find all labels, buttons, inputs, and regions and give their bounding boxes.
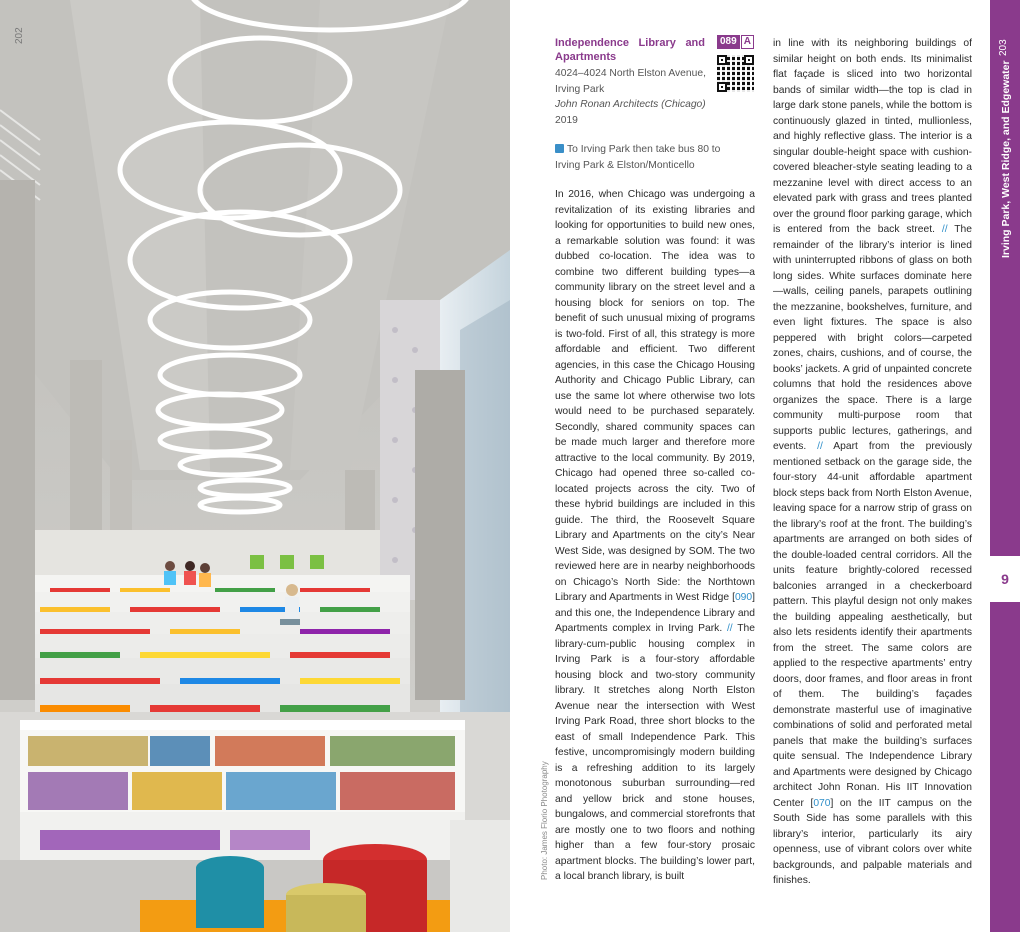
body-text-part-1 bbox=[555, 187, 755, 885]
paragraph-5a: Apart from the previously mentioned setback on the garage side, the four-story 44-unit affordable apartment block steps back from North Elston Avenue, leaving space for a narrow strip of grass on the library’s roof at the front. The building’s apartments are arranged on both sides of the double-loaded central corridors. All the units feature brightly-colored recessed balconies arranged in a checkerboard pattern. This playful design not only makes the building appealing aesthetically, but also lets residents identify their apartments from the street. The same colors are applied to the respective apartments’ entry doors, door frames, and floor areas in front of them. The building’s façades demonstrate masterful use of imaginative combinations of solid and perforated metal panels that make the building’s surfaces quite sensual. The Independence Library and Apartments were designed by Chicago architect John Ronan. His IIT Innovation Center [ bbox=[773, 441, 972, 809]
entry-id-number: 089 bbox=[717, 35, 740, 49]
paragraph-2: The library-cum-public housing complex in Irving Park is a four-story affordable housing block and two-story community library. It stretches along North Elston Avenue near the intersection with West Irving Park Road, three short blocks to the east of small Independence Park. This festive, uncompromisingly modern building is a refreshing addition to its largely monotonous suburban surrounding—red and yellow brick and stone houses, bungalows, and commercial storefronts that are mostly one to two floors and nothing higher than a few four-story prosaic apartment blocks. The building’s lower part, a local branch library, is built bbox=[555, 623, 755, 882]
transit-line-1: To Irving Park then take bus 80 to bbox=[567, 144, 721, 155]
paragraph-3: in line with its neighboring buildings of similar height on both ends. Its minimalist flat façade is sliced into two horizontal bands of similar width—the top is clad in large dark stone panels, while the bottom is continuously glazed in tinted, mullionless, and highly reflective glass. The interior is a singular double-height space with cushion-covered bleacher-style seating leading to a mezzanine level with direct access to an elevated park with grass and trees planted over the ground floor parking garage, which is entered from the back street. bbox=[773, 38, 972, 235]
section-separator: // bbox=[941, 224, 948, 235]
architect-line: John Ronan Architects (Chicago) bbox=[555, 99, 706, 110]
cross-reference-link[interactable]: 090 bbox=[734, 592, 753, 603]
transit-line-2: Irving Park & Elston/Monticello bbox=[555, 159, 695, 171]
entry-id-letter: A bbox=[741, 35, 754, 49]
cross-reference-link[interactable]: 070 bbox=[813, 797, 831, 809]
text-column-2 bbox=[773, 36, 972, 889]
neighborhood-line: Irving Park bbox=[555, 83, 605, 95]
entry-meta bbox=[555, 66, 755, 128]
photo-credit: Photo: James Florio Photography bbox=[540, 761, 549, 880]
chapter-label: Irving Park, West Ridge, and Edgewater bbox=[1000, 60, 1012, 258]
section-separator: // bbox=[726, 623, 733, 634]
text-column-1 bbox=[555, 36, 755, 885]
paragraph-1a: In 2016, when Chicago was undergoing a revitalization of its existing libraries and looking for opportunities to build new ones, a remarkable solution was found: it was dubbed co-location. The idea was to combine two different building types—a community library on the street level and a housing block for seniors on top. The benefit of such unusual mixing of programs is two-fold. First of all, this strategy is more affordable and efficient. Two different agencies, in this case the Chicago Housing Authority and Chicago Public Library, can use the same lot where otherwise two lots would need to be purchased separately. Secondly, shared community spaces can be made much larger and therefore more attractive to the local community. By 2019, Chicago had opened three so-called co-located projects across the city. Two of these hybrid buildings are included in this guide. The third, the Roosevelt Square Library and Apartments on the city’s Near West Side, was designed by SOM. The two reviewed here are in nearby neighborhoods on Chicago’s North Side: the Northtown Library and Apartments in West Ridge [ bbox=[555, 189, 755, 603]
paragraph-1b: ] and this one, the Independence Library and Apartments complex in Irving Park. bbox=[555, 592, 755, 634]
chapter-number-tab[interactable]: 9 bbox=[990, 556, 1020, 602]
section-separator: // bbox=[817, 441, 823, 452]
paragraph-5b: ] on the IIT campus on the South Side has some parallels with this library’s interior, particularly its airy openness, use of vibrant colors over white backgrounds, and palpable materials and finishes. bbox=[773, 797, 972, 886]
entry-title: Independence Library and Apartments bbox=[555, 37, 705, 63]
transit-icon bbox=[555, 144, 564, 153]
year-line: 2019 bbox=[555, 114, 578, 126]
address-line: 4024–4024 North Elston Avenue, bbox=[555, 68, 706, 79]
transit-directions bbox=[555, 142, 755, 173]
paragraph-4: The remainder of the library’s interior is lined with uninterrupted ribbons of glass on both long sides. White surfaces dominate here—walls, ceiling panels, parapets outlining the mezzanine, bookshelves, furniture, and even light fixtures. The space is also peppered with bright colors—carpeted zones, chairs, cushions, and of course, the books’ jackets. A grid of unpainted concrete columns that hold the residences above organizes the space. There is a large community multi-purpose room that supports public lectures, gatherings, and events. bbox=[773, 224, 972, 452]
left-page-number: 202 bbox=[14, 27, 25, 44]
right-page-number: 203 bbox=[998, 39, 1009, 56]
